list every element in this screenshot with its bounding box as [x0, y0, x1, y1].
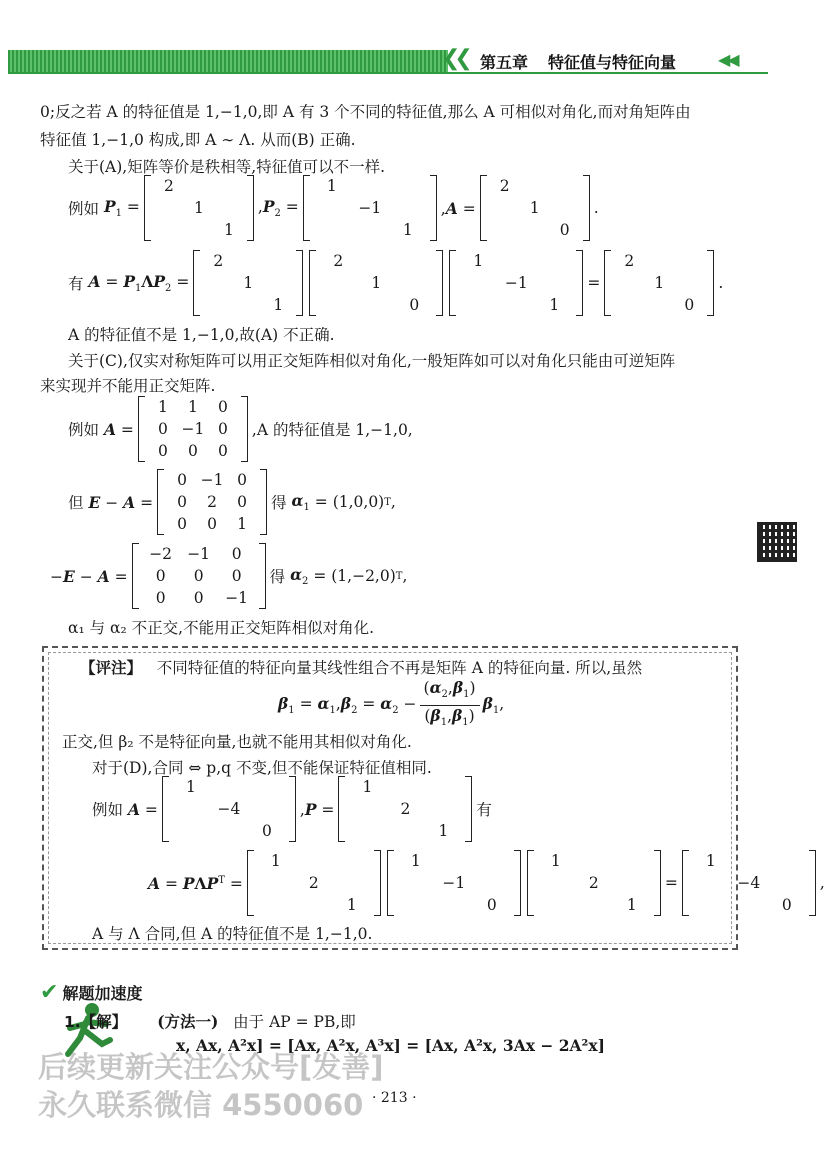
matrix-cell: [535, 250, 573, 272]
chapter-title: [480, 50, 696, 73]
matrix-cell: 0: [486, 896, 497, 914]
matrix-cell: [210, 820, 248, 842]
watermark-line-1: 后续更新关注公众号[发善]: [38, 1050, 384, 1084]
matrix-cell: 1: [371, 274, 382, 292]
text-line: 关于(A),矩阵等价是秩相等,特征值可以不一样.: [68, 158, 386, 176]
matrix-cell: [395, 272, 433, 294]
chapter-number: 第五章: [480, 53, 529, 72]
matrix-cell: [435, 894, 473, 916]
matrix-cell: [730, 850, 768, 872]
matrix-cell: 0: [217, 398, 228, 416]
matrix-cell: 1: [549, 296, 560, 314]
matrix-cell: 1: [193, 199, 204, 217]
matrix-cell: [154, 197, 184, 219]
matrix-cell: 0: [193, 589, 204, 607]
text-line: 关于(C),仅实对称矩阵可以用正交矩阵相似对角化,一般矩阵如可以对角化只能由可逆矩阵: [68, 352, 676, 370]
header-stripe: [8, 50, 448, 72]
equation-minus-E-minus-A: −E − A = −2 −1 0 0 0 0 0 0 −1 得 $\alpha_2$ = (1,−2,0) T ,: [50, 545, 408, 607]
matrix-cell: 1: [529, 199, 540, 217]
matrix-cell: 1: [157, 398, 168, 416]
matrix-cell: 0: [193, 567, 204, 585]
matrix-cell: 0: [157, 420, 168, 438]
matrix-result: [604, 250, 714, 316]
matrix-cell: [351, 175, 389, 197]
matrix-E-minus-A: [157, 469, 267, 535]
text-line: α₁ 与 α₂ 不正交,不能用正交矩阵相似对角化.: [68, 619, 374, 637]
matrix-cell: [768, 850, 806, 872]
matrix-cell: [351, 219, 389, 241]
matrix-cell: 1: [550, 852, 561, 870]
text: 有: [68, 275, 84, 293]
matrix-cell: 2: [213, 252, 224, 270]
matrix-note-P: [338, 776, 472, 842]
matrix-cell: [313, 219, 351, 241]
matrix-cell: [357, 294, 395, 316]
matrix-cell: 0: [177, 493, 188, 511]
text: 例如: [68, 200, 100, 218]
matrix-cell: [537, 872, 575, 894]
text-line: 来实现并不能用正交矩阵.: [40, 377, 216, 395]
matrix-cell: 1: [270, 852, 281, 870]
matrix-cell: [497, 294, 535, 316]
matrix-cell: [319, 294, 357, 316]
matrix-cell: [154, 219, 184, 241]
matrix-cell: [550, 175, 580, 197]
note-line-1: [80, 656, 642, 678]
matrix-P1: [144, 175, 254, 241]
text-line: 特征值 1,−1,0 构成,即 A ∼ Λ. 从而(B) 正确.: [40, 131, 356, 149]
matrix-cell: 1: [473, 252, 484, 270]
matrix-cell: [613, 872, 651, 894]
matrix-cell: 2: [333, 252, 344, 270]
matrix-cell: 0: [217, 442, 228, 460]
matrix-cell: 0: [231, 545, 242, 563]
qr-code-icon: [757, 522, 797, 562]
matrix-cell: [614, 272, 644, 294]
matrix-cell: −1: [225, 589, 249, 607]
matrix-cell: 0: [157, 442, 168, 460]
matrix-note-PT: [527, 850, 661, 916]
matrix-cell: [248, 798, 286, 820]
note-line-3: 正交,但 β₂ 不是特征向量,也就不能用其相似对角化.: [62, 733, 412, 751]
matrix-cell: [214, 197, 244, 219]
matrix-P2: [303, 175, 437, 241]
matrix-cell: [295, 850, 333, 872]
matrix-cell: 0: [155, 567, 166, 585]
matrix-cell: 0: [217, 420, 228, 438]
matrix-cell: [203, 294, 233, 316]
triangle-left-icon: ◀◀: [718, 50, 737, 69]
text: 例如: [92, 801, 124, 819]
matrix-cell: [348, 798, 386, 820]
note-congruence: $A = P\Lambda P^T$ = 1 2 1 1 −1 0 1 2 1 = 1 −4 0 ,: [148, 852, 825, 914]
matrix-Lambda: [309, 250, 443, 316]
matrix-cell: [644, 294, 674, 316]
matrix-cell: 1: [346, 896, 357, 914]
solution-equation: x, Ax, A²x] = [Ax, A²x, A³x] = [Ax, A²x, 3Ax − 2A²x]: [176, 1036, 605, 1055]
matrix-cell: 2: [400, 800, 411, 818]
chapter-topic: 特征值与特征向量: [548, 53, 677, 72]
matrix-cell: [333, 872, 371, 894]
matrix-cell: [730, 894, 768, 916]
matrix-cell: [575, 894, 613, 916]
matrix-cell: −1: [504, 274, 528, 292]
matrix-cell: [257, 872, 295, 894]
text-line: 0;反之若 A 的特征值是 1,−1,0,即 A 有 3 个不同的特征值,那么 A 可相似对角化,而对角矩阵由: [40, 103, 691, 121]
matrix-cell: [263, 250, 293, 272]
equation-example-1: 例如 $P_1$ = 2 1 1 $,P_2$ = 1 −1 1 ,A = 2 1 0 .: [68, 177, 599, 239]
matrix-cell: 0: [409, 296, 420, 314]
matrix-cell: 0: [237, 493, 248, 511]
text: 有: [476, 801, 492, 819]
matrix-note-P: [247, 850, 381, 916]
matrix-cell: −1: [358, 199, 382, 217]
matrix-cell: [184, 175, 214, 197]
matrix-minus-E-minus-A: [132, 543, 266, 609]
matrix-cell: 0: [559, 221, 570, 239]
matrix-cell: [575, 850, 613, 872]
matrix-cell: [348, 820, 386, 842]
matrix-cell: 1: [410, 852, 421, 870]
matrix-cell: [233, 294, 263, 316]
equation-product: 有 $A = P_1\Lambda P_2$ = 2 1 1 2 1 0 1 −1 1 = 2 1 0 .: [68, 252, 724, 314]
matrix-cell: [172, 798, 210, 820]
matrix-cell: [459, 294, 497, 316]
matrix-cell: [473, 850, 511, 872]
matrix-cell: 2: [207, 493, 218, 511]
text-line: A 的特征值不是 1,−1,0,故(A) 不正确.: [68, 326, 335, 344]
matrix-cell: [535, 272, 573, 294]
matrix-cell: [424, 798, 462, 820]
matrix-cell: 0: [155, 589, 166, 607]
matrix-cell: 0: [187, 442, 198, 460]
matrix-cell: 1: [654, 274, 665, 292]
matrix-cell: [263, 272, 293, 294]
matrix-note-A: [162, 776, 296, 842]
vector-alpha2: = (1,−2,0): [313, 567, 396, 585]
equation-example-2: 例如 A = 1 1 0 0 −1 0 0 0 0 ,A 的特征值是 1,−1,0,: [68, 398, 413, 460]
matrix-cell: 1: [187, 398, 198, 416]
matrix-cell: [248, 776, 286, 798]
equation-E-minus-A: 但 E − A = 0 −1 0 0 2 0 0 0 1 得 $\alpha_1$ = (1,0,0) T ,: [68, 471, 396, 533]
vector-alpha1: = (1,0,0): [314, 493, 385, 511]
matrix-cell: [257, 894, 295, 916]
matrix-cell: [614, 294, 644, 316]
matrix-cell: 1: [438, 822, 449, 840]
matrix-cell: −2: [149, 545, 173, 563]
text: ,A 的特征值是 1,−1,0,: [251, 421, 413, 439]
note-example: 例如 A = 1 −4 0 ,P = 1 2 1 有: [92, 778, 492, 840]
matrix-cell: [473, 872, 511, 894]
matrix-cell: [520, 219, 550, 241]
solution-line-1: [64, 1010, 356, 1032]
matrix-cell: [233, 250, 263, 272]
matrix-cell: 0: [237, 471, 248, 489]
text: 得: [271, 494, 287, 512]
matrix-cell: −4: [217, 800, 241, 818]
note-beta-formula: $\beta_1 = \alpha_1,\beta_2 = \alpha_2$ − $\frac{(\alpha_2,\beta_1)}{(\beta_1,\beta_1)}$ $\beta_1$,: [278, 678, 505, 728]
matrix-cell: 1: [705, 852, 716, 870]
matrix-cell: 2: [163, 177, 174, 195]
matrix-cell: [389, 197, 427, 219]
matrix-cell: [674, 272, 704, 294]
matrix-cell: [692, 894, 730, 916]
matrix-cell: [172, 820, 210, 842]
matrix-A2: [138, 396, 248, 462]
matrix-cell: 1: [243, 274, 254, 292]
matrix-cell: [435, 850, 473, 872]
matrix-cell: [313, 197, 351, 219]
matrix-cell: [395, 250, 433, 272]
matrix-cell: −1: [200, 471, 224, 489]
matrix-cell: 0: [177, 471, 188, 489]
matrix-P1: [193, 250, 303, 316]
matrix-cell: 1: [273, 296, 284, 314]
matrix-cell: [613, 850, 651, 872]
matrix-cell: 1: [326, 177, 337, 195]
matrix-P2: [449, 250, 583, 316]
matrix-cell: 1: [402, 221, 413, 239]
check-icon: ✔: [40, 980, 59, 1005]
note-line-7: A 与 Λ 合同,但 A 的特征值不是 1,−1,0.: [92, 925, 373, 943]
matrix-cell: [550, 197, 580, 219]
matrix-cell: [520, 175, 550, 197]
matrix-cell: [490, 219, 520, 241]
matrix-cell: [397, 872, 435, 894]
watermark-line-2: 永久联系微信 4550060: [38, 1088, 364, 1122]
matrix-cell: [497, 250, 535, 272]
matrix-cell: [397, 894, 435, 916]
text: 不同特征值的特征向量其线性组合不再是矩阵 A 的特征向量. 所以,虽然: [156, 659, 643, 677]
matrix-cell: 2: [499, 177, 510, 195]
matrix-cell: 1: [185, 778, 196, 796]
matrix-cell: 2: [624, 252, 635, 270]
matrix-A: [480, 175, 590, 241]
matrix-cell: 1: [362, 778, 373, 796]
matrix-cell: [644, 250, 674, 272]
matrix-cell: [424, 776, 462, 798]
matrix-cell: [490, 197, 520, 219]
matrix-cell: 0: [684, 296, 695, 314]
text: 得: [269, 568, 286, 586]
text: 由于 AP = PB,即: [233, 1013, 356, 1031]
matrix-cell: 0: [177, 515, 188, 533]
method-label: (方法一): [157, 1012, 219, 1031]
matrix-cell: 0: [231, 567, 242, 585]
matrix-cell: [319, 272, 357, 294]
matrix-cell: [386, 776, 424, 798]
matrix-cell: 1: [237, 515, 248, 533]
matrix-cell: [214, 175, 244, 197]
matrix-cell: 2: [588, 874, 599, 892]
matrix-cell: 0: [781, 896, 792, 914]
matrix-cell: 1: [626, 896, 637, 914]
matrix-cell: −1: [187, 545, 211, 563]
note-label: 【评注】: [80, 659, 143, 677]
transpose-mark: T: [384, 496, 391, 508]
matrix-cell: [295, 894, 333, 916]
matrix-cell: 0: [261, 822, 272, 840]
matrix-cell: −1: [181, 420, 205, 438]
matrix-cell: [386, 820, 424, 842]
matrix-cell: [389, 175, 427, 197]
matrix-cell: [210, 776, 248, 798]
text: 但: [68, 494, 84, 512]
matrix-cell: 1: [223, 221, 234, 239]
solution-label: 1.【解】: [64, 1013, 128, 1031]
page-header: [0, 0, 800, 90]
matrix-cell: [768, 872, 806, 894]
matrix-cell: [184, 219, 214, 241]
matrix-cell: [674, 250, 704, 272]
text: 例如: [68, 421, 100, 439]
matrix-cell: −1: [442, 874, 466, 892]
matrix-cell: [537, 894, 575, 916]
matrix-cell: [692, 872, 730, 894]
matrix-cell: 0: [207, 515, 218, 533]
section-title: 解题加速度: [62, 984, 143, 1003]
chevron-double-left-icon: ❮❮: [442, 46, 467, 71]
matrix-cell: 2: [308, 874, 319, 892]
matrix-cell: [357, 250, 395, 272]
matrix-cell: [459, 272, 497, 294]
matrix-note-result: [682, 850, 816, 916]
transpose-mark: T: [395, 570, 403, 582]
matrix-cell: −4: [737, 874, 761, 892]
note-line-4: 对于(D),合同 ⇔ p,q 不变,但不能保证特征值相同.: [92, 759, 432, 777]
matrix-cell: [333, 850, 371, 872]
page-number: · 213 ·: [372, 1090, 417, 1106]
matrix-note-Lambda: [387, 850, 521, 916]
matrix-cell: [203, 272, 233, 294]
